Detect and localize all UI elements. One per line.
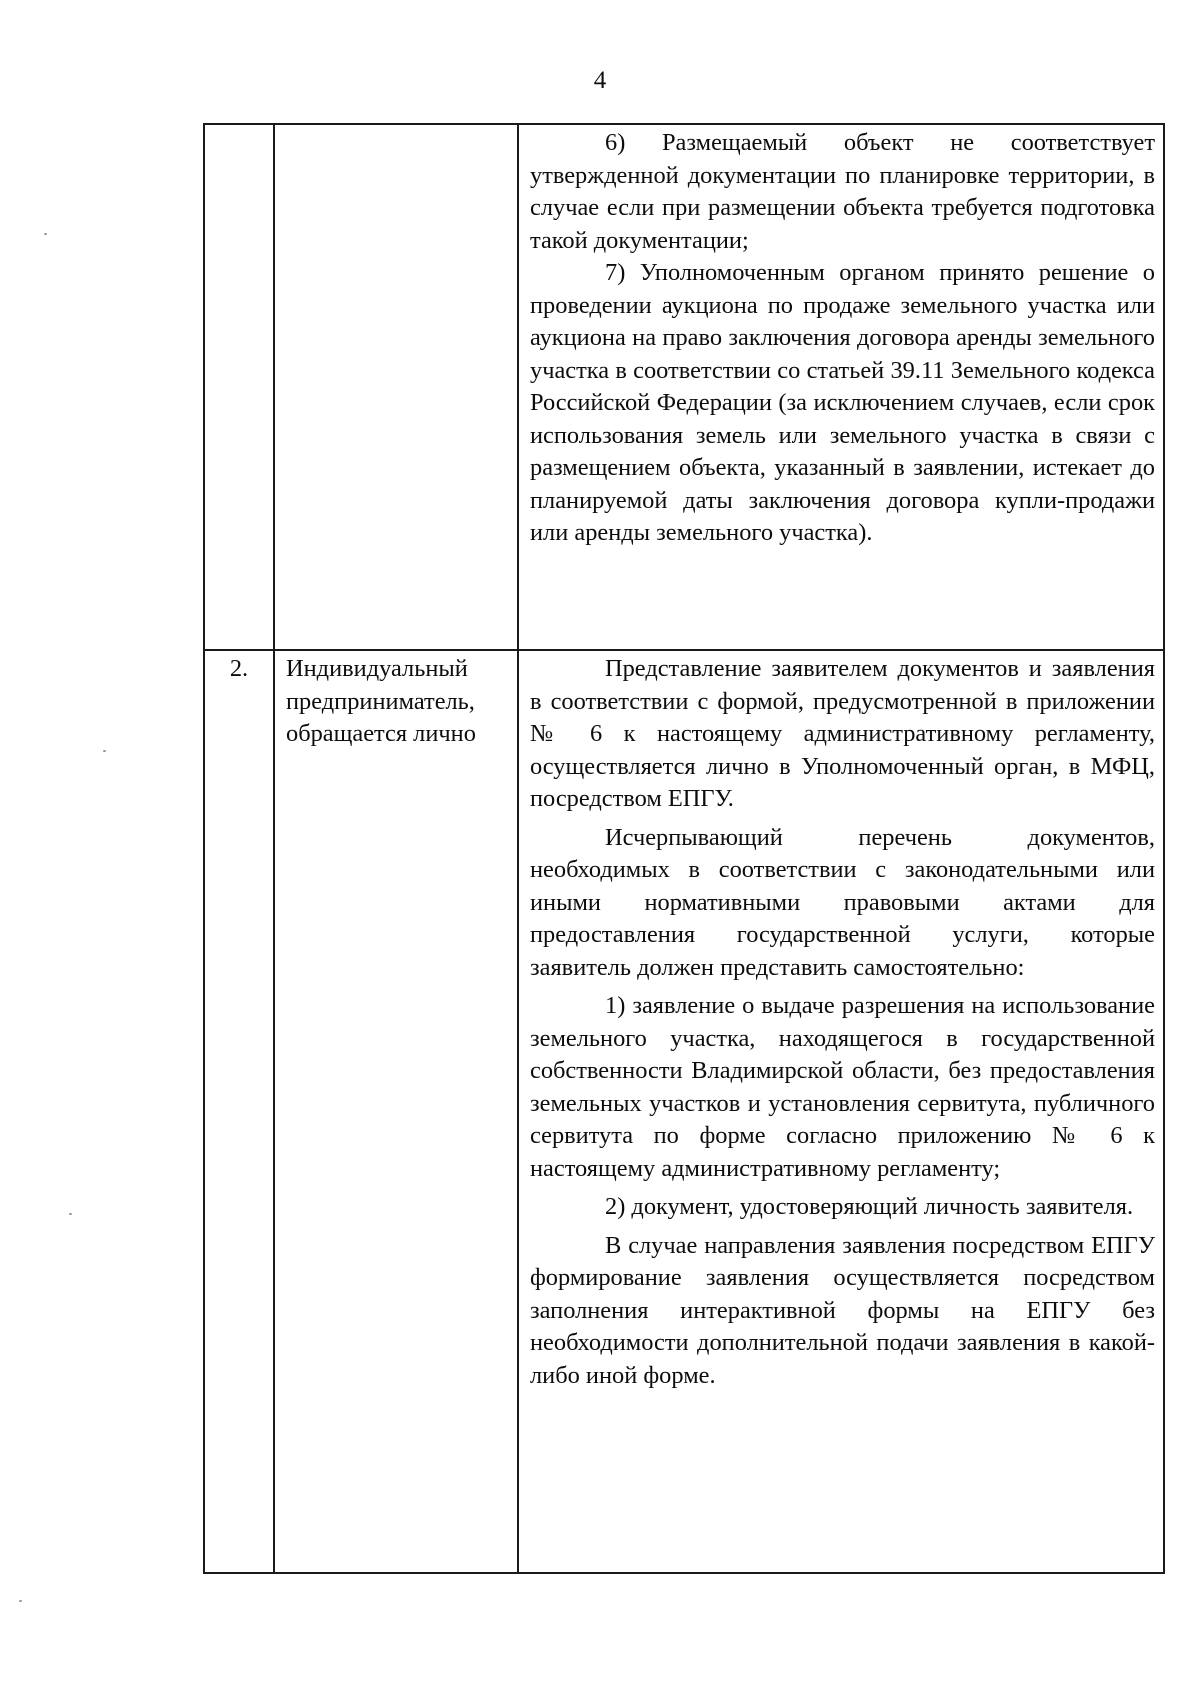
description-paragraph: 2) документ, удостоверяющий личность заявителя. xyxy=(605,1193,1134,1220)
table-row xyxy=(204,650,1164,1573)
description-paragraph: В случае направления заявления посредством ЕПГУ формирование заявления осуществляется посредством заполнения интерактивной формы на ЕПГУ без необходимости дополнительной подачи заявления в какой-либо иной форме. xyxy=(530,1231,1155,1389)
description-cell xyxy=(518,650,1164,1573)
page-number: 4 xyxy=(593,67,607,94)
regulation-table xyxy=(203,123,1165,1574)
scan-artifact xyxy=(19,1600,22,1602)
description-cell xyxy=(518,124,1164,650)
applicant-category-cell: Индивидуальный предприниматель, обращается лично xyxy=(274,650,518,1573)
description-paragraph: 7) Уполномоченным органом принято решение о проведении аукциона по продаже земельного участка или аукциона на право заключения договора аренды земельного участка в соответствии со статьей 39.11 Земельного кодекса Российской Федерации (за исключением случаев, если срок использования земель или земельного участка в связи с размещением объекта, указанный в заявлении, истекает до планируемой даты заключения договора купли-продажи или аренды земельного участка). xyxy=(530,259,1155,546)
table-row xyxy=(204,124,1164,650)
scan-artifact xyxy=(69,1213,72,1215)
row-number-cell xyxy=(204,124,274,650)
description-paragraph: Представление заявителем документов и заявления в соответствии с формой, предусмотренной в приложении № 6 к настоящему административному регламенту, осуществляется лично в Уполномоченный орган, в МФЦ, посредством ЕПГУ. xyxy=(530,655,1155,812)
description-paragraph: Исчерпывающий перечень документов, необходимых в соответствии с законодательными или иными нормативными правовыми актами для предоставления государственной услуги, которые заявитель должен представить самостоятельно: xyxy=(530,823,1155,981)
description-paragraph: 1) заявление о выдаче разрешения на использование земельного участка, находящегося в государственной собственности Владимирской области, без предоставления земельных участков и установления сервитута, публичного сервитута по форме согласно приложению № 6 к настоящему административному регламенту; xyxy=(530,992,1155,1182)
applicant-category-cell xyxy=(274,124,518,650)
scan-artifact xyxy=(44,233,47,235)
description-paragraph: 6) Размещаемый объект не соответствует утвержденной документации по планировке территории, в случае если при размещении объекта требуется подготовка такой документации; xyxy=(530,129,1155,254)
scan-artifact xyxy=(103,750,106,752)
row-number-cell: 2. xyxy=(204,650,274,1573)
